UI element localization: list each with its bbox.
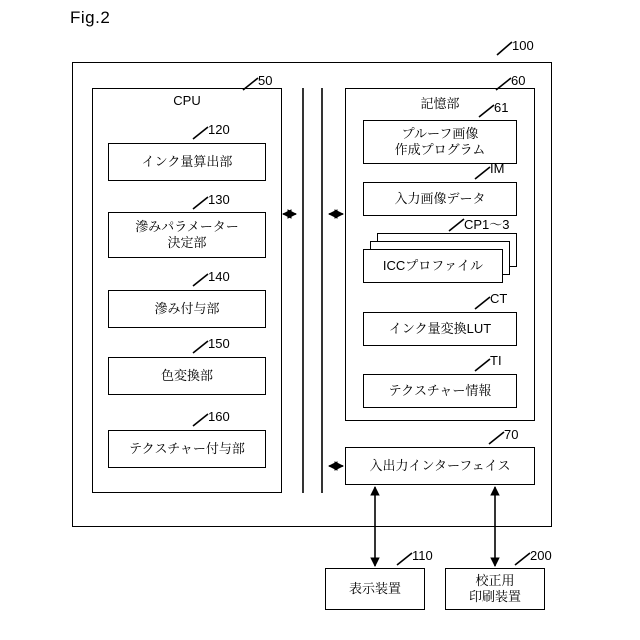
memory-block-ink-lut xyxy=(363,312,517,346)
memory-block-texture-info-ref: TI xyxy=(490,353,502,368)
cpu-block-bleed-parameter xyxy=(108,212,266,258)
memory-block-proof-program-ref: 61 xyxy=(494,100,509,115)
io-interface-box xyxy=(345,447,535,485)
memory-block-input-image-data xyxy=(363,182,517,216)
cpu-block-texture-apply-label: テクスチャー付与部 xyxy=(129,440,245,456)
cpu-block-bleed-apply xyxy=(108,290,266,328)
memory-title: 記憶部 xyxy=(420,96,460,111)
cpu-block-ink-amount xyxy=(108,143,266,181)
proof-printer-ref: 200 xyxy=(530,548,552,563)
memory-block-proof-program-label: プルーフ画像 作成プログラム xyxy=(394,125,486,157)
memory-block-ink-lut-label: インク量変換LUT xyxy=(388,320,492,336)
cpu-block-bleed-parameter-label: 滲みパラメーター 決定部 xyxy=(135,218,239,250)
memory-block-ink-lut-ref: CT xyxy=(490,291,508,306)
memory-block-texture-info-label: テクスチャー情報 xyxy=(388,382,492,398)
proof-printer-label: 校正用 印刷装置 xyxy=(468,572,521,604)
proof-printer-box xyxy=(445,568,545,610)
cpu-block-texture-apply xyxy=(108,430,266,468)
cpu-block-ink-amount-ref: 120 xyxy=(208,122,230,137)
cpu-block-color-conversion-ref: 150 xyxy=(208,336,230,351)
cpu-ref-label: 50 xyxy=(258,73,273,88)
memory-block-input-image-data-label: 入力画像データ xyxy=(394,190,486,206)
display-device-ref: 110 xyxy=(412,548,433,563)
cpu-block-texture-apply-ref: 160 xyxy=(208,409,230,424)
memory-block-icc-profile-label: ICCプロファイル xyxy=(382,257,484,273)
memory-block-texture-info xyxy=(363,374,517,408)
memory-ref-label: 60 xyxy=(511,73,526,88)
cpu-block-bleed-parameter-ref: 130 xyxy=(208,192,230,207)
figure-label: Fig.2 xyxy=(70,8,111,27)
cpu-block-ink-amount-label: インク量算出部 xyxy=(141,153,233,169)
memory-block-input-image-data-ref: IM xyxy=(490,161,505,176)
io-interface-label: 入出力インターフェイス xyxy=(369,457,511,473)
cpu-block-color-conversion-label: 色変換部 xyxy=(160,367,213,383)
system-ref-label: 100 xyxy=(512,38,534,53)
memory-block-proof-program xyxy=(363,120,517,164)
cpu-title: CPU xyxy=(173,93,201,108)
io-interface-ref: 70 xyxy=(504,427,519,442)
display-device-label: 表示装置 xyxy=(348,580,401,596)
cpu-block-color-conversion xyxy=(108,357,266,395)
memory-block-icc-profile-ref: CP1〜3 xyxy=(464,217,510,232)
cpu-block-bleed-apply-ref: 140 xyxy=(208,269,230,284)
memory-block-icc-profile xyxy=(363,249,503,283)
cpu-block-bleed-apply-label: 滲み付与部 xyxy=(154,300,220,316)
display-device-box xyxy=(325,568,425,610)
